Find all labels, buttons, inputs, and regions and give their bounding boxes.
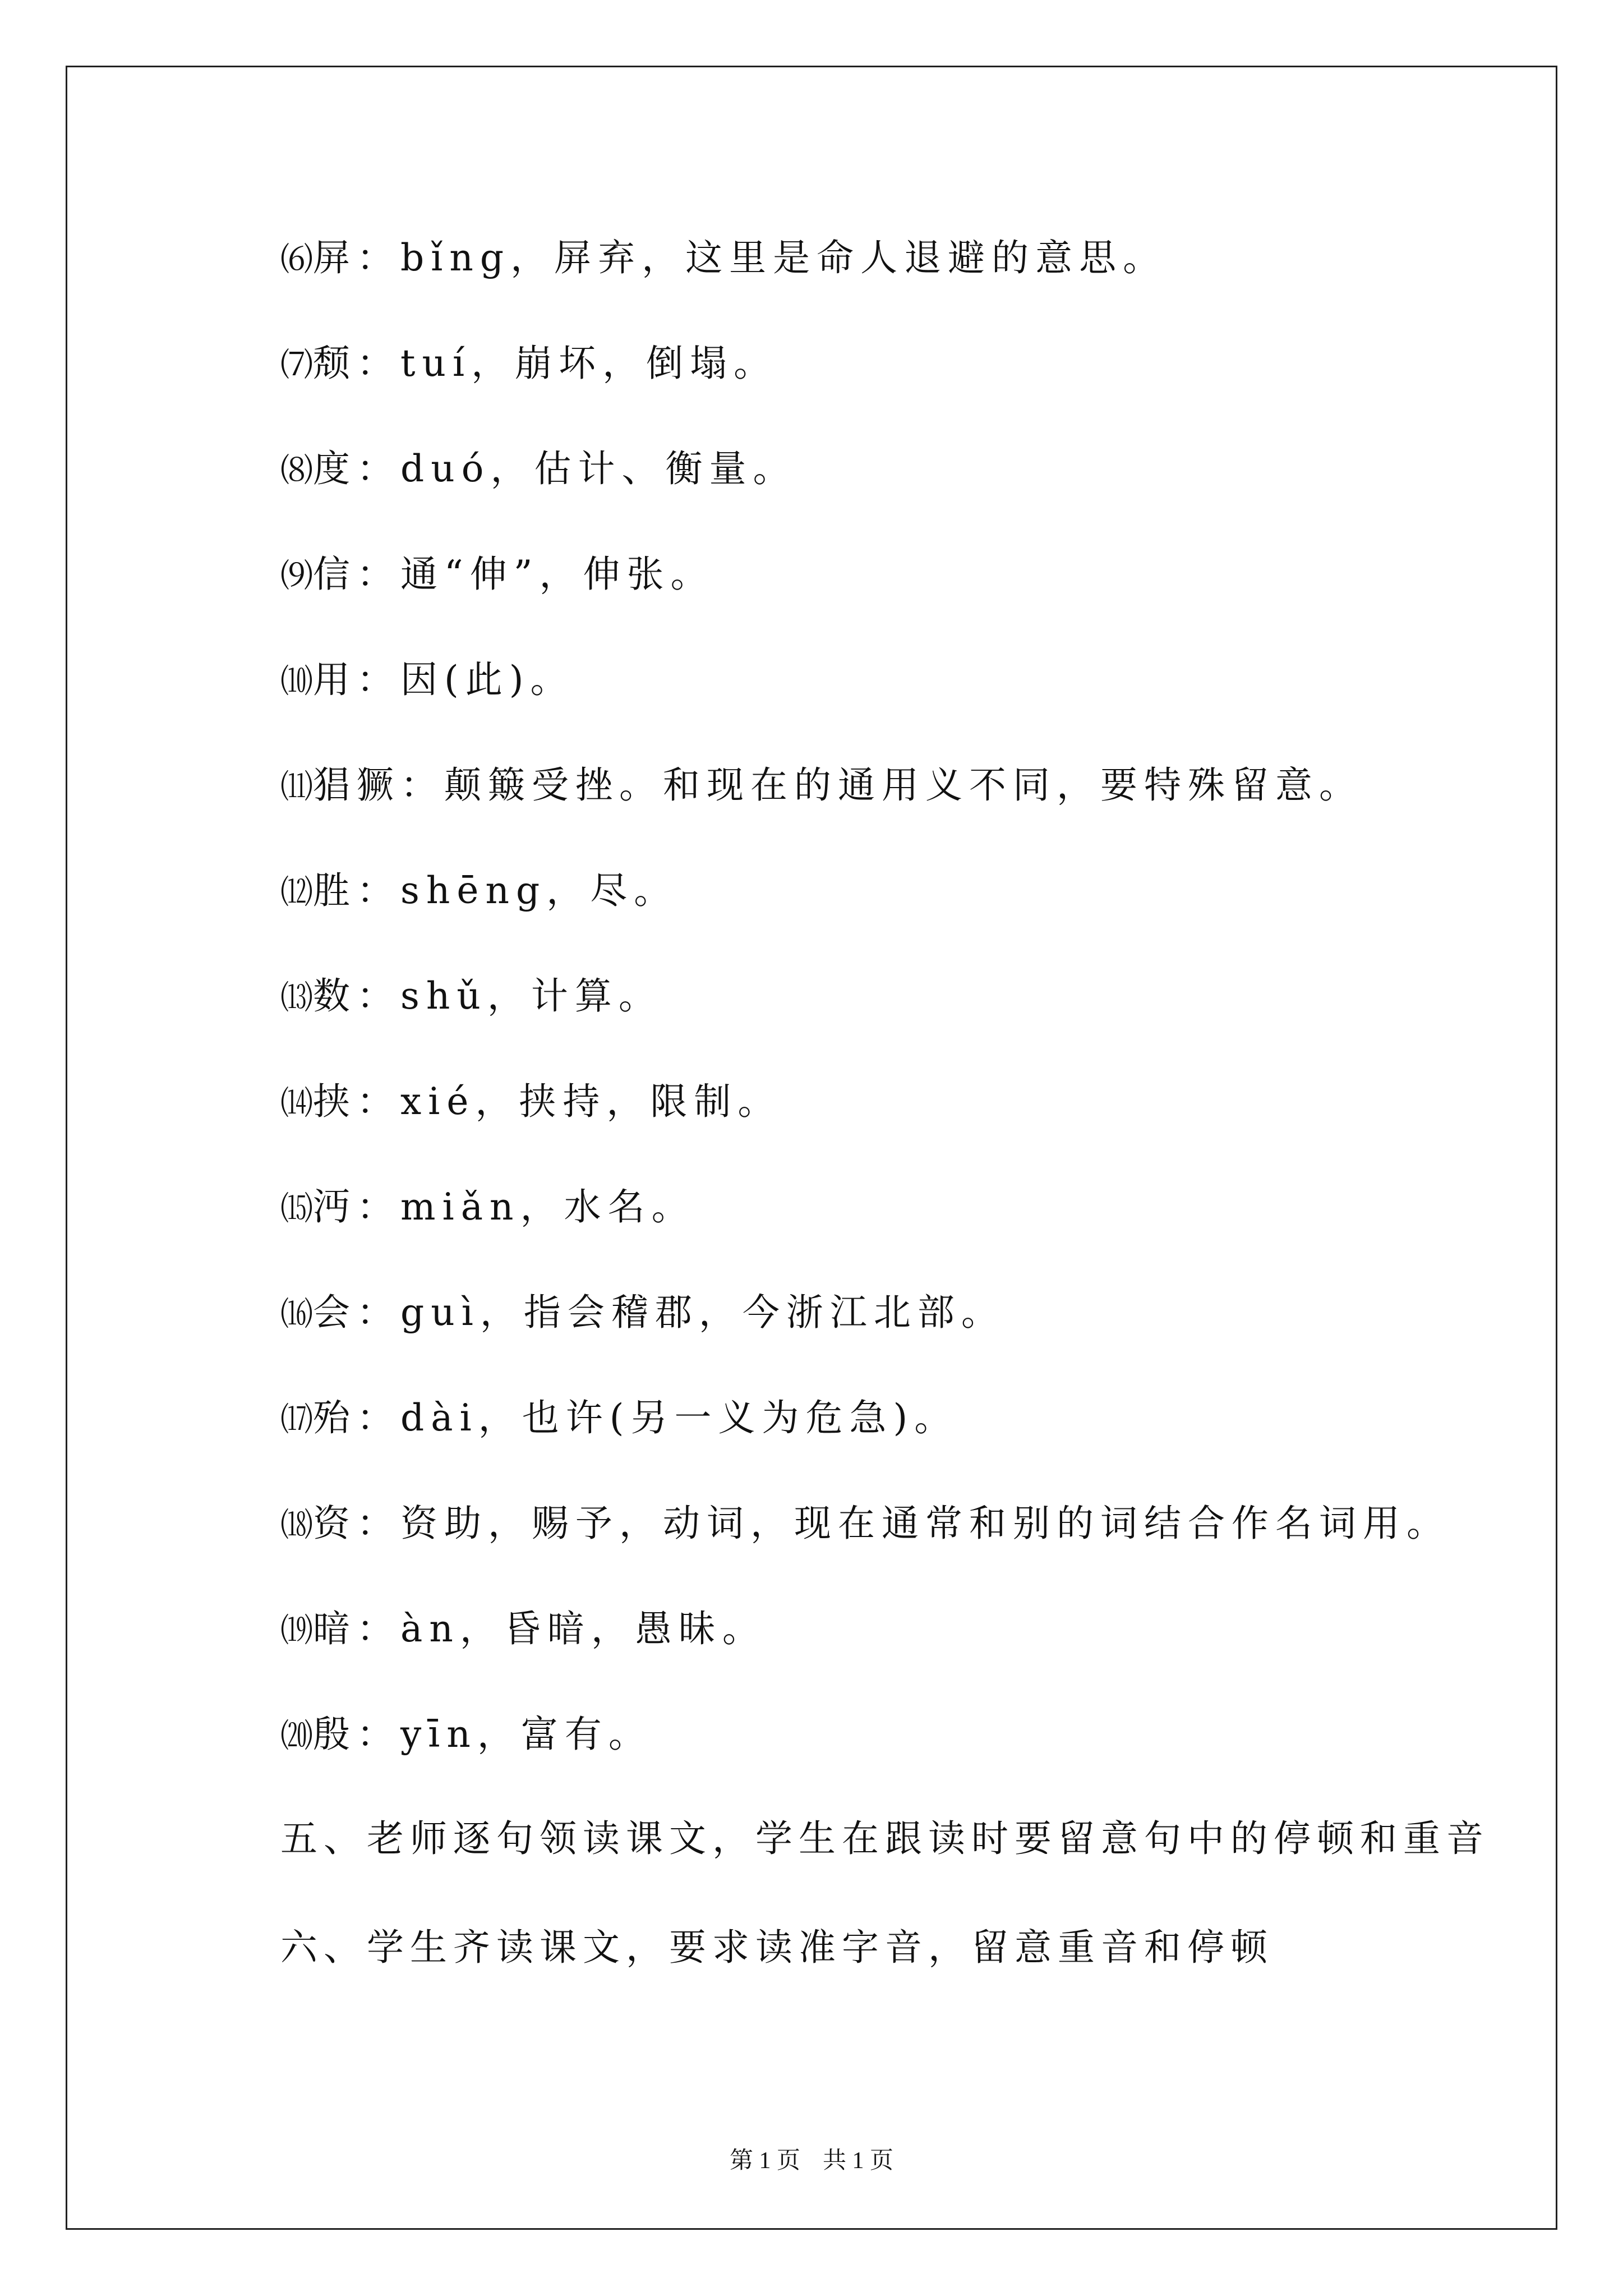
annotation-item [280,752,1503,857]
lesson-steps [280,1805,1503,2023]
annotation-number: ⒁ [280,1084,313,1122]
annotation-number: ⑺ [280,346,313,384]
annotation-number: ⒃ [280,1295,313,1333]
annotation-list [280,224,1503,1806]
annotation-number: ⑿ [280,873,313,911]
annotation-text: 信：通“伸”，伸张。 [313,553,714,596]
annotation-item [280,541,1503,646]
annotation-item [280,1490,1503,1595]
page-number: 第 1 页 [729,2148,800,2174]
annotation-item [280,857,1503,963]
annotation-number: ⑻ [280,451,313,489]
annotation-text: 胜：shēng，尽。 [313,869,678,912]
annotation-number: ⒄ [280,1400,313,1438]
annotation-item [280,1595,1503,1701]
annotation-item [280,646,1503,752]
annotation-text: 数：shǔ，计算。 [313,974,662,1018]
annotation-number: ⑼ [280,556,313,595]
annotation-item [280,224,1503,330]
annotation-text: 屏：bǐng，屏弃，这里是命人退避的意思。 [313,236,1167,279]
annotation-item [280,1279,1503,1384]
annotation-item [280,435,1503,541]
lesson-step: 五、老师逐句领读课文，学生在跟读时要留意句中的停顿和重音 [280,1817,1490,1860]
annotation-item [280,330,1503,435]
annotation-number: ⒅ [280,1506,313,1544]
annotation-text: 用：因(此)。 [313,658,574,701]
annotation-number: ⒇ [280,1717,313,1755]
annotation-item [280,1384,1503,1490]
annotation-number: ⑽ [280,662,313,700]
annotation-text: 殷：yīn，富有。 [313,1713,652,1756]
page-total: 共 1 页 [823,2148,894,2174]
annotation-number: ⒂ [280,1189,313,1227]
annotation-text: 暗：àn，昏暗，愚昧。 [313,1607,766,1650]
annotation-text: 度：duó，估计、衡量。 [313,447,797,490]
annotation-item [280,1174,1503,1279]
lesson-step: 六、学生齐读课文，要求读准字音，留意重音和停顿 [280,1926,1274,1969]
annotation-text: 殆：dài，也许(另一义为危急)。 [313,1396,958,1439]
annotation-text: 会：guì，指会稽郡，今浙江北部。 [313,1291,1005,1334]
annotation-item [280,963,1503,1068]
annotation-number: ⑾ [280,767,313,806]
annotation-text: 挟：xié，挟持，限制。 [313,1080,782,1123]
annotation-item [280,1701,1503,1806]
annotation-item [280,1068,1503,1174]
annotation-number: ⒆ [280,1611,313,1649]
annotation-number: ⒀ [280,978,313,1016]
annotation-text: 资：资助，赐予，动词，现在通常和别的词结合作名词用。 [313,1502,1451,1545]
annotation-text: 沔：miǎn，水名。 [313,1185,695,1228]
annotation-number: ⑹ [280,240,313,278]
annotation-text: 猖獗：颠簸受挫。和现在的通用义不同，要特殊留意。 [313,763,1363,807]
page-footer [0,2142,1623,2175]
annotation-text: 颓：tuí，崩坏，倒塌。 [313,342,778,385]
